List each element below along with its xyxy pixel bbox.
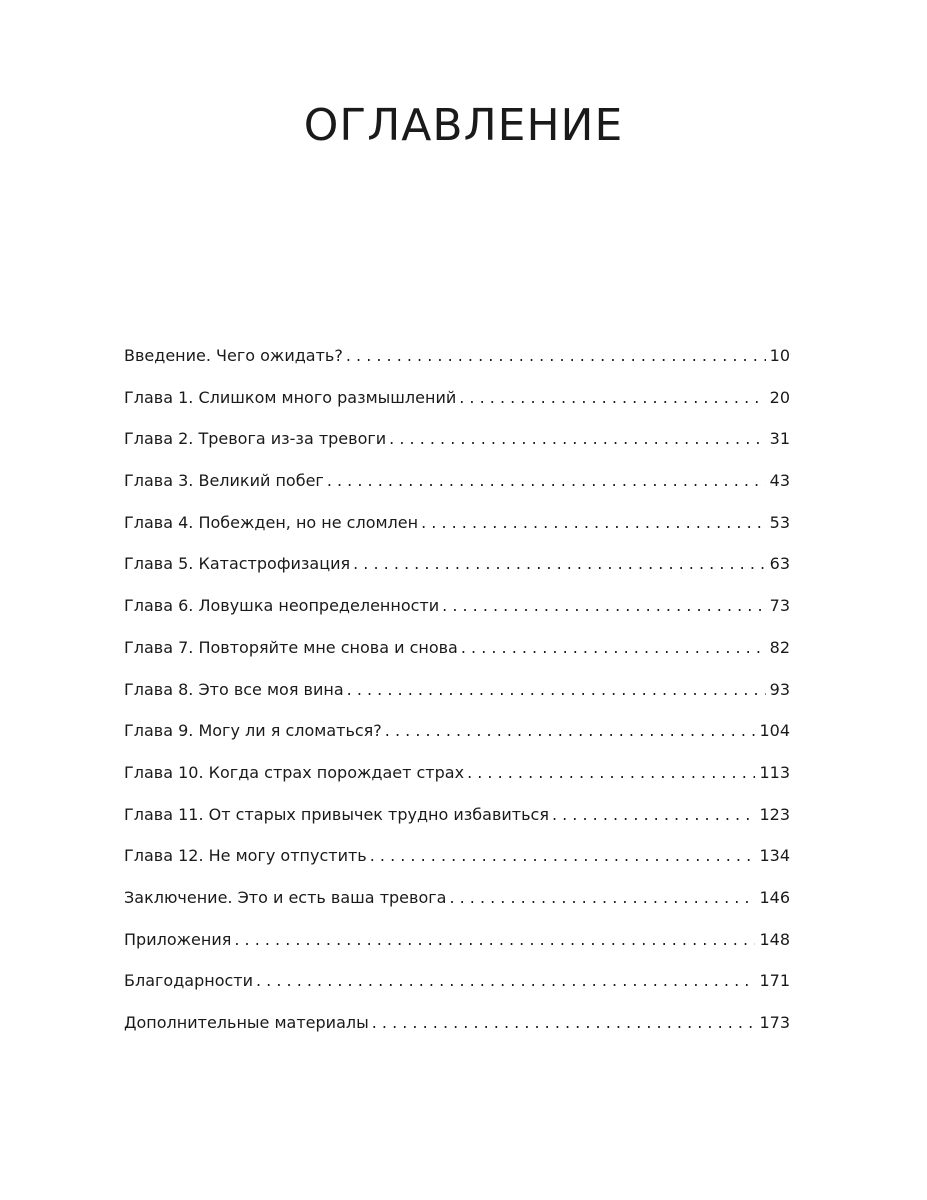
toc-entry[interactable] bbox=[124, 1002, 790, 1044]
dot-leader bbox=[449, 877, 755, 919]
toc-entry-page: 93 bbox=[769, 679, 790, 699]
dot-leader bbox=[421, 502, 766, 544]
dot-leader bbox=[234, 919, 755, 961]
toc-entry[interactable] bbox=[124, 418, 790, 460]
toc-entry-page: 10 bbox=[769, 346, 790, 365]
toc-entry[interactable] bbox=[124, 877, 790, 919]
toc-entry-label: Глава 2. Тревога из-за тревоги bbox=[124, 429, 387, 449]
toc-entry-label: Введение. Чего ожидать? bbox=[124, 346, 343, 365]
dot-leader bbox=[552, 794, 756, 836]
toc-entry-label: Благодарности bbox=[124, 971, 253, 991]
toc-entry-label: Заключение. Это и есть ваша тревога bbox=[124, 887, 447, 907]
toc-entry[interactable] bbox=[124, 835, 790, 877]
toc-entry[interactable] bbox=[124, 585, 790, 627]
toc-entry-label: Глава 5. Катастрофизация bbox=[124, 554, 351, 574]
dot-leader bbox=[256, 960, 755, 1002]
toc-entry[interactable] bbox=[124, 794, 790, 836]
toc-entry-label: Глава 1. Слишком много размышлений bbox=[124, 387, 457, 407]
toc-entry-page: 53 bbox=[769, 512, 790, 532]
dot-leader bbox=[353, 543, 766, 585]
toc-entry-label: Глава 10. Когда страх порождает страх bbox=[124, 762, 465, 782]
toc-entry-page: 20 bbox=[769, 387, 790, 407]
toc-entry-label: Дополнительные материалы bbox=[124, 1013, 369, 1032]
toc-entry-page: 148 bbox=[759, 929, 790, 949]
toc-entry-page: 146 bbox=[759, 887, 790, 907]
toc-entry-page: 134 bbox=[759, 846, 790, 866]
toc-entry-label: Глава 9. Могу ли я сломаться? bbox=[124, 721, 382, 741]
toc-entry[interactable] bbox=[124, 377, 790, 419]
toc-entry-page: 123 bbox=[759, 804, 790, 824]
toc-entry[interactable] bbox=[124, 919, 790, 961]
toc-entry-page: 63 bbox=[769, 554, 790, 574]
toc-entry-label: Глава 8. Это все моя вина bbox=[124, 679, 344, 699]
dot-leader bbox=[370, 835, 756, 877]
toc-entry[interactable] bbox=[124, 960, 790, 1002]
toc-entry-page: 113 bbox=[759, 762, 790, 782]
toc-entry-page: 173 bbox=[759, 1013, 790, 1032]
dot-leader bbox=[459, 377, 765, 419]
toc-entry[interactable] bbox=[124, 460, 790, 502]
toc-entry-label: Глава 7. Повторяйте мне снова и снова bbox=[124, 637, 458, 657]
toc-entry-label: Глава 3. Великий побег bbox=[124, 471, 324, 491]
toc-entry-page: 104 bbox=[759, 721, 790, 741]
dot-leader bbox=[385, 710, 756, 752]
toc-entry[interactable] bbox=[124, 752, 790, 794]
dot-leader bbox=[389, 418, 765, 460]
toc-entry-page: 31 bbox=[769, 429, 790, 449]
table-of-contents bbox=[124, 335, 790, 1044]
toc-entry-label: Приложения bbox=[124, 929, 232, 949]
dot-leader bbox=[327, 460, 766, 502]
dot-leader bbox=[461, 627, 766, 669]
toc-entry-label: Глава 11. От старых привычек трудно избавиться bbox=[124, 804, 549, 824]
toc-entry-page: 43 bbox=[769, 471, 790, 491]
toc-entry[interactable] bbox=[124, 710, 790, 752]
dot-leader bbox=[442, 585, 766, 627]
toc-entry[interactable] bbox=[124, 669, 790, 711]
page-title: ОГЛАВЛЕНИЕ bbox=[303, 100, 624, 151]
dot-leader bbox=[372, 1002, 756, 1044]
toc-entry-page: 73 bbox=[769, 596, 790, 616]
dot-leader bbox=[346, 335, 766, 377]
toc-entry[interactable] bbox=[124, 335, 790, 377]
toc-entry-page: 82 bbox=[769, 637, 790, 657]
dot-leader bbox=[347, 669, 766, 711]
toc-entry[interactable] bbox=[124, 627, 790, 669]
dot-leader bbox=[467, 752, 755, 794]
toc-entry[interactable] bbox=[124, 543, 790, 585]
toc-entry[interactable] bbox=[124, 502, 790, 544]
toc-entry-label: Глава 12. Не могу отпустить bbox=[124, 846, 367, 866]
toc-entry-label: Глава 4. Побежден, но не сломлен bbox=[124, 512, 419, 532]
toc-entry-label: Глава 6. Ловушка неопределенности bbox=[124, 596, 440, 616]
toc-entry-page: 171 bbox=[759, 971, 790, 991]
